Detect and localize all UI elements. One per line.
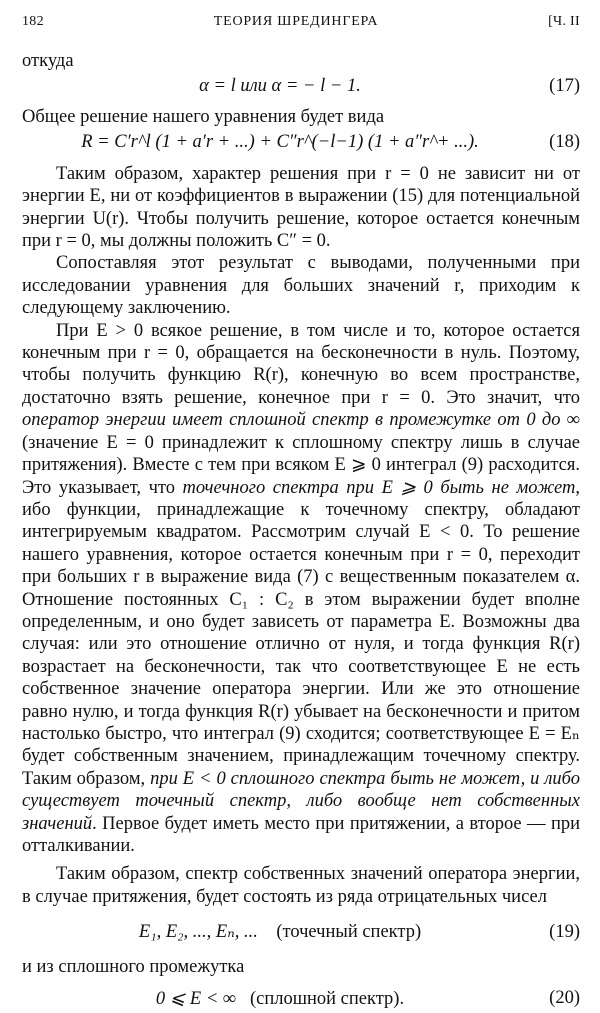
page <box>22 10 580 1013</box>
paragraph-3-part-c: , ибо функции, принадлежащие к точечному спектру, обладают интегрируемым квадратом. Рассмотрим случай E < 0. То решение нашего уравнения, которое остается конечным при r = 0, переходит при больших r в выражение вида (7) с вещественным показателем α. Отношение постоянных C₁ : C₂ в этом выражении будет вполне определенным, и оно будет зависеть от параметра E. Возможны два случая: или это отношение отлично от нуля, и тогда функция R(r) возрастает на бесконечности, так что соответствующее E не есть собственное значение оператора энергии. Или же это отношение равно нулю, и тогда функция R(r) убывает на бесконечности и притом настолько быстро, что интеграл (9) сходится; соответствующее E = Eₙ будет собственным значением, принадлежащим точечному спектру. Таким образом, <box>22 477 580 789</box>
page-header <box>22 10 580 34</box>
paragraph-general-solution: Общее решение нашего уравнения будет вида <box>22 107 385 128</box>
equation-17-number: (17) <box>549 75 580 96</box>
equation-18 <box>22 129 580 157</box>
paragraph-3-part-b: (значение E = 0 принадлежит к сплошному спектру лишь в случае притяжения). Вместе с тем при всяком E ⩾ 0 интеграл (9) расходится. Это указывает, что <box>22 432 580 498</box>
running-title: ТЕОРИЯ ШРЕДИНГЕРА <box>213 14 379 29</box>
equation-17 <box>22 72 580 100</box>
equation-19-note: (точечный спектр) <box>276 922 422 943</box>
equation-20-note: (сплошной спектр). <box>250 988 405 1009</box>
equation-19-series: E₁, E₂, ..., Eₙ, ... <box>138 922 258 943</box>
equation-20-number: (20) <box>549 988 580 1009</box>
equation-17-body: α = l или α = − l − 1. <box>199 75 361 96</box>
equation-19-number: (19) <box>549 921 580 942</box>
paragraph-3-italic-2: точечного спектра при E ⩾ 0 быть не может <box>182 477 576 498</box>
equation-20-body <box>22 988 538 1010</box>
chapter-label: [Ч. II <box>548 14 580 29</box>
equation-20 <box>22 985 580 1013</box>
paragraph-3-part-d: . Первое будет иметь место при притяжении, а второе — при отталкивании. <box>22 813 580 856</box>
equation-19-body <box>22 921 538 943</box>
paragraph-2: Сопоставляя этот результат с выводами, полученными при исследовании уравнения для больших значений r, приходим к следующему заключению. <box>22 253 580 319</box>
page-number: 182 <box>22 14 44 29</box>
equation-20-range: 0 ⩽ E < ∞ <box>155 988 237 1009</box>
paragraph-and: и из сплошного промежутка <box>22 957 245 978</box>
paragraph-3-italic-1: оператор энергии имеет сплошной спектр в промежутке от 0 до ∞ <box>22 410 580 431</box>
paragraph-3-italic-3: при E < 0 сплошного спектра быть не может, и либо существует точечный спектр, либо вообще нет собственных значений <box>22 768 580 834</box>
paragraph-1: Таким образом, характер решения при r = 0 не зависит ни от энергии E, ни от коэффициентов в выражении (15) для потенциальной энергии U(r). Чтобы получить решение, которое остается конечным при r = 0, мы должны положить C″ = 0. <box>22 163 580 252</box>
equation-18-body: R = C′r^l (1 + a′r + ...) + C″r^(−l−1) (1 + a″r^+ ...). <box>81 132 479 153</box>
paragraph-otkuda: откуда <box>22 51 74 71</box>
equation-18-number: (18) <box>549 132 580 153</box>
equation-19 <box>22 918 580 946</box>
paragraph-3 <box>22 320 580 858</box>
paragraph-4: Таким образом, спектр собственных значений оператора энергии, в случае притяжения, будет состоять из ряда отрицательных чисел <box>22 864 580 907</box>
paragraph-3-part-a: При E > 0 всякое решение, в том числе и то, которое остается конечным при r = 0, обращается на бесконечности в нуль. Поэтому, чтобы получить функцию R(r), конечную во всем пространстве, достаточно взять решение, конечное при r = 0. Это значит, что <box>22 320 580 408</box>
